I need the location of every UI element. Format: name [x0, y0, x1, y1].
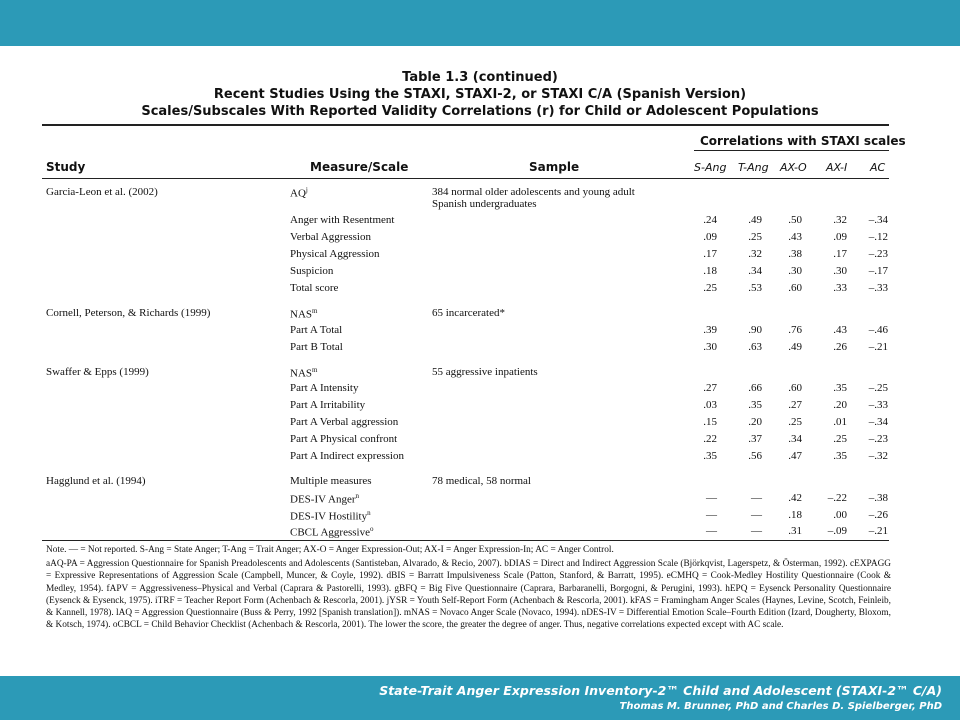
correlation-value: .60	[788, 282, 802, 294]
measure-cell: Multiple measures	[290, 475, 372, 487]
footnote-marker: n	[355, 492, 359, 500]
correlation-value: –.34	[868, 416, 888, 428]
study-cell: Hagglund et al. (1994)	[46, 475, 146, 487]
correlation-value: –.33	[868, 282, 888, 294]
measure-cell: Part A Verbal aggression	[290, 416, 399, 428]
correlation-value: –.22	[827, 492, 847, 504]
correlation-value: —	[751, 525, 762, 537]
correlation-value: –.46	[868, 324, 888, 336]
measure-cell: NAS$^m$	[290, 307, 318, 321]
correlation-value: –.26	[868, 509, 888, 521]
correlation-value: .76	[788, 324, 802, 336]
correlation-value: .27	[788, 399, 802, 411]
correlation-value: .00	[833, 509, 847, 521]
correlation-value: –.17	[868, 265, 888, 277]
correlation-value: .18	[788, 509, 802, 521]
correlation-value: .56	[748, 450, 762, 462]
correlation-value: .33	[833, 282, 847, 294]
top-rule	[42, 124, 889, 126]
correlation-value: —	[751, 509, 762, 521]
ax-i-column-header: AX-I	[826, 161, 848, 174]
correlation-value: .63	[748, 341, 762, 353]
measure-cell: Physical Aggression	[290, 248, 380, 260]
correlation-value: .31	[788, 525, 802, 537]
correlation-value: .22	[703, 433, 717, 445]
correlation-value: .18	[703, 265, 717, 277]
ax-o-column-header: AX-O	[780, 161, 807, 174]
correlation-value: .60	[788, 382, 802, 394]
correlation-value: .38	[788, 248, 802, 260]
correlation-value: .66	[748, 382, 762, 394]
note-abbreviations: Note. — = Not reported. S-Ang = State Anger; T-Ang = Trait Anger; AX-O = Anger Expression-Out; AX-I = Anger Expression-In; AC = Anger Control.	[46, 545, 614, 555]
correlations-header: Correlations with STAXI scales	[700, 134, 906, 148]
sample-cell: 384 normal older adolescents and young adult	[432, 186, 635, 198]
correlation-value: .27	[703, 382, 717, 394]
footnote-marker: o	[369, 525, 374, 533]
correlation-value: .39	[703, 324, 717, 336]
measure-cell: Total score	[290, 282, 339, 294]
correlation-value: –.32	[868, 450, 888, 462]
footer-title: State-Trait Anger Expression Inventory-2™ Child and Adolescent (STAXI-2™ C/A)	[379, 683, 942, 698]
correlation-value: –.12	[868, 231, 888, 243]
correlation-value: –.23	[868, 433, 888, 445]
header-rule	[42, 178, 889, 179]
correlation-value: .42	[788, 492, 802, 504]
correlation-value: –.25	[868, 382, 888, 394]
correlation-value: .35	[748, 399, 762, 411]
correlation-value: .35	[703, 450, 717, 462]
study-cell: Cornell, Peterson, & Richards (1999)	[46, 307, 211, 319]
measure-column-header: Measure/Scale	[310, 160, 409, 174]
correlation-value: .49	[748, 214, 762, 226]
footnote-marker: j	[305, 186, 308, 194]
correlation-value: .35	[833, 382, 847, 394]
sample-cell: 55 aggressive inpatients	[432, 366, 538, 378]
bottom-rule	[42, 540, 889, 541]
ac-column-header: AC	[870, 161, 886, 174]
measure-cell: CBCL Aggressive$^o$	[290, 525, 374, 539]
sample-cell: 78 medical, 58 normal	[432, 475, 531, 487]
measure-cell: Part A Irritability	[290, 399, 366, 411]
correlation-value: –.33	[868, 399, 888, 411]
s-ang-column-header: S-Ang	[694, 161, 727, 174]
correlation-value: .03	[703, 399, 717, 411]
correlation-value: —	[751, 492, 762, 504]
correlations-rule	[694, 150, 889, 151]
correlation-value: —	[706, 525, 717, 537]
study-cell: Swaffer & Epps (1999)	[46, 366, 149, 378]
sample-cell: 65 incarcerated*	[432, 307, 505, 319]
t-ang-column-header: T-Ang	[738, 161, 769, 174]
correlation-value: .01	[833, 416, 847, 428]
measure-cell: Part A Physical confront	[290, 433, 398, 445]
correlation-value: —	[706, 492, 717, 504]
correlation-value: .53	[748, 282, 762, 294]
measure-cell: Anger with Resentment	[290, 214, 395, 226]
measure-cell: Part B Total	[290, 341, 343, 353]
correlation-value: .26	[833, 341, 847, 353]
footnote-marker: m	[312, 307, 318, 315]
correlation-value: .50	[788, 214, 802, 226]
sample-column-header: Sample	[529, 160, 580, 174]
measure-cell: Verbal Aggression	[290, 231, 371, 243]
measure-cell: DES-IV Anger$^n$	[290, 492, 359, 506]
correlation-value: –.34	[868, 214, 888, 226]
correlation-value: .25	[833, 433, 847, 445]
correlation-value: .43	[833, 324, 847, 336]
measure-cell: $AQ^j$	[290, 186, 308, 200]
measure-cell: Part A Total	[290, 324, 343, 336]
correlation-value: .30	[788, 265, 802, 277]
measure-cell: NAS$^m$	[290, 366, 318, 380]
study-cell: Garcia-Leon et al. (2002)	[46, 186, 158, 198]
correlation-value: .49	[788, 341, 802, 353]
correlation-value: .32	[748, 248, 762, 260]
table-subtitle: Scales/Subscales With Reported Validity Correlations (r) for Child or Adolescent Populations	[141, 104, 819, 119]
correlation-value: .30	[703, 341, 717, 353]
table-notes	[46, 544, 891, 633]
correlation-value: .20	[833, 399, 847, 411]
correlation-value: –.09	[827, 525, 847, 537]
correlation-value: .17	[833, 248, 847, 260]
correlation-value: .09	[833, 231, 847, 243]
note-footnotes: aAQ-PA = Aggression Questionnaire for Spanish Preadolescents and Adolescents (Santisteban, Alvarado, & Recio, 2007). bDIAS = Direct and Indirect Aggression Scale (Björkqvist, Lagerspetz, & Österman, 1992). cEXPAGG = Expressive Representations of Aggression Scale (Campbell, Muncer, & Coyle, 1992). dBIS = Barratt Impulsiveness Scale (Patton, Stanford, & Barratt, 1995). eCMHQ = Cook-Medley Hostility Questionnaire (Cook & Medley, 1954). fAPV = Aggressiveness–Physical and Verbal (Caprara & Pastorelli, 1993). gBFQ = Big Five Questionnaire (Caprara, Barbaranelli, Borgogni, & Perugini, 1993). hEPQ = Eysenck Personality Questionnaire (Eysenck & Eysenck, 1975). iTRF = Teacher Report Form (Achenbach & Rescorla, 2001). jYSR = Youth Self-Report Form (Achenbach & Rescorla, 2001). kFAS = Framingham Anger Scales (Haynes, Levine, Scotch, Feinleib, & Kannell, 1978). lAQ = Aggression Questionnaire (Buss & Perry, 1992 [Spanish translation]). mNAS = Novaco Anger Scale (Novaco, 1994). nDES-IV = Differential Emotion Scale–Fourth Edition (Izard, Dougherty, Bloxom, & Kotsch, 1974). oCBCL = Child Behavior Checklist (Achenbach & Rescorla, 2001). The lower the score, the greater the degree of anger. Thus, negative correlations expected except with AC scale.	[46, 559, 891, 631]
measure-cell: Part A Indirect expression	[290, 450, 404, 462]
correlation-value: .09	[703, 231, 717, 243]
footer-authors: Thomas M. Brunner, PhD and Charles D. Spielberger, PhD	[619, 701, 942, 712]
correlation-value: .37	[748, 433, 762, 445]
footnote-marker: m	[312, 366, 318, 374]
correlation-value: –.21	[868, 525, 888, 537]
correlation-value: .34	[788, 433, 802, 445]
correlation-value: .15	[703, 416, 717, 428]
measure-cell: Suspicion	[290, 265, 334, 277]
correlation-value: .47	[788, 450, 802, 462]
correlation-value: .25	[703, 282, 717, 294]
correlation-value: .43	[788, 231, 802, 243]
correlation-value: .20	[748, 416, 762, 428]
correlation-value: .30	[833, 265, 847, 277]
sample-cell: Spanish undergraduates	[432, 198, 537, 210]
measure-cell: Part A Intensity	[290, 382, 359, 394]
table-title: Recent Studies Using the STAXI, STAXI-2, or STAXI C/A (Spanish Version)	[213, 87, 747, 102]
correlation-value: –.23	[868, 248, 888, 260]
correlation-value: .32	[833, 214, 847, 226]
correlation-value: .24	[703, 214, 717, 226]
correlation-value: –.38	[868, 492, 888, 504]
correlation-value: .25	[788, 416, 802, 428]
top-banner	[0, 0, 960, 46]
correlation-value: .35	[833, 450, 847, 462]
table-number-title: Table 1.3 (continued)	[402, 70, 558, 85]
correlation-value: —	[706, 509, 717, 521]
study-column-header: Study	[46, 160, 86, 174]
correlation-value: –.21	[868, 341, 888, 353]
correlation-value: .90	[748, 324, 762, 336]
correlation-value: .34	[748, 265, 762, 277]
footnote-marker: n	[367, 509, 371, 517]
measure-cell: DES-IV Hostility$^n$	[290, 509, 371, 523]
correlation-value: .17	[703, 248, 717, 260]
correlation-value: .25	[748, 231, 762, 243]
